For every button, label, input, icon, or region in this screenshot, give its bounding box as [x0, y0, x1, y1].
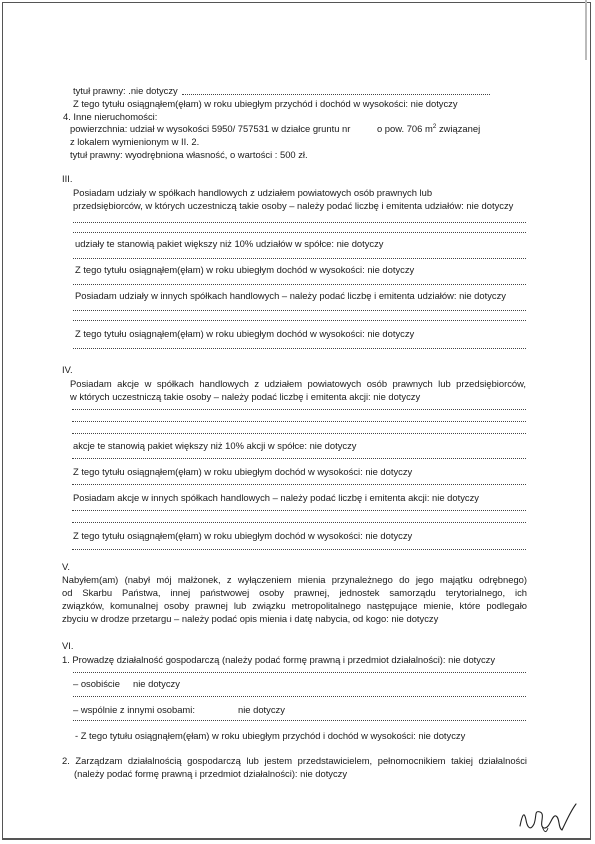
dotted-line: [72, 522, 526, 523]
dotted-line: [73, 720, 526, 721]
title-line-2: tytuł prawny: wyodrębniona własność, o wartości : 500 zł.: [70, 149, 308, 160]
dotted-line: [72, 549, 526, 550]
dotted-line: [72, 421, 526, 422]
dotted-line: [73, 348, 526, 349]
dotted-line: [73, 696, 526, 697]
section-iv-heading: IV.: [62, 364, 73, 375]
section-v-heading: V.: [62, 561, 70, 572]
section-vi-heading: VI.: [62, 640, 74, 651]
dotted-line: [73, 672, 526, 673]
sec6-self-value: nie dotyczy: [133, 678, 180, 689]
sec4-p1-line2: w których uczestniczą takie osoby – należy podać liczbę i emitenta akcji: nie dotyczy: [70, 391, 421, 402]
sec6-joint-label: – wspólnie z innymi osobami:: [73, 704, 195, 715]
sec3-stake: udziały te stanowią pakiet większy niż 10% udziałów w spółce: nie dotyczy: [75, 238, 384, 249]
sec4-income1: Z tego tytułu osiągnąłem(ęłam) w roku ubiegłym dochód w wysokości: nie dotyczy: [73, 466, 413, 477]
sec3-income1: Z tego tytułu osiągnąłem(ęłam) w roku ubiegłym dochód w wysokości: nie dotyczy: [75, 264, 415, 275]
sec4-p1-line1: Posiadam akcje w spółkach handlowych z udziałem powiatowych osób prawnych lub przedsiębiorców,: [70, 378, 526, 389]
dotted-line: [72, 458, 526, 459]
dotted-line: [73, 320, 526, 321]
sec6-item2-line2: (należy podać formę prawną i przedmiot działalności): nie dotyczy: [74, 768, 348, 779]
area-line: powierzchnia: udział w wysokości 5950/ 757531 w działce gruntu nr o pow. 706 $m^2$ związanej: [70, 122, 481, 134]
sec5-line4: zbyciu w drodze przetargu – należy podać opis mienia i datę nabycia, od kogo: nie dotyczy: [62, 613, 439, 624]
sec3-income2: Z tego tytułu osiągnąłem(ęłam) w roku ubiegłym dochód w wysokości: nie dotyczy: [75, 328, 415, 339]
sec3-p1-line2: przedsiębiorców, w których uczestniczą takie osoby – należy podać liczbę i emitenta udziałów: nie dotyczy: [73, 200, 514, 211]
sec4-other: Posiadam akcje w innych spółkach handlowych – należy podać liczbę i emitenta akcji: nie dotyczy: [73, 492, 479, 503]
sec6-income: - Z tego tytułu osiągnąłem(ęłam) w roku ubiegłym przychód i dochód w wysokości: nie dotyczy: [75, 730, 466, 741]
item-4-heading: 4. Inne nieruchomości:: [63, 111, 158, 122]
sec6-item2-line1: 2. Zarządzam działalnością gospodarczą lub jestem przedstawicielem, pełnomocnikiem takiej działalności: [62, 755, 527, 766]
dotted-line: [72, 484, 526, 485]
sec6-item1: 1. Prowadzę działalność gospodarczą (należy podać formę prawną i przedmiot działalności): nie dotyczy: [62, 654, 496, 665]
sec6-joint-value: nie dotyczy: [238, 704, 285, 715]
sec4-stake: akcje te stanowią pakiet większy niż 10% akcji w spółce: nie dotyczy: [73, 440, 357, 451]
sec3-p1-line1: Posiadam udziały w spółkach handlowych z udziałem powiatowych osób prawnych lub: [73, 187, 433, 198]
sec4-income2: Z tego tytułu osiągnąłem(ęłam) w roku ubiegłym dochód w wysokości: nie dotyczy: [73, 530, 413, 541]
dotted-line: [73, 284, 526, 285]
sec5-line2: od Skarbu Państwa, innej państwowej osoby prawnej, jednostek samorządu terytorialnego, ich: [62, 587, 527, 598]
dotted-line: [72, 409, 526, 410]
sec5-line3: związków, komunalnej osoby prawnej lub związku metropolitalnego następujące mienie, które podlegało: [62, 600, 527, 611]
sec6-self-label: – osobiście: [73, 678, 120, 689]
dotted-line: [73, 310, 526, 311]
section-iii-heading: III.: [62, 173, 73, 184]
dotted-line: [73, 258, 526, 259]
dotted-line: [182, 94, 490, 95]
title-line: tytuł prawny: .nie dotyczy: [73, 85, 178, 96]
dotted-line: [73, 232, 526, 233]
income-line: Z tego tytułu osiągnąłem(ęłam) w roku ubiegłym przychód i dochód w wysokości: nie dotyczy: [73, 98, 458, 109]
signature-image: [512, 796, 582, 836]
dotted-line: [72, 510, 526, 511]
scan-edge-mark: [585, 0, 587, 60]
sec5-line1: Nabyłem(am) (nabył mój małżonek, z wyłączeniem mienia przynależnego do jego majątku odrębnego): [62, 574, 527, 585]
dotted-line: [73, 222, 526, 223]
area-line-2: z lokalem wymienionym w II. 2.: [70, 136, 200, 147]
dotted-line: [72, 433, 526, 434]
sec3-other: Posiadam udziały w innych spółkach handlowych – należy podać liczbę i emitenta udziałów: nie dotyczy: [75, 290, 506, 301]
